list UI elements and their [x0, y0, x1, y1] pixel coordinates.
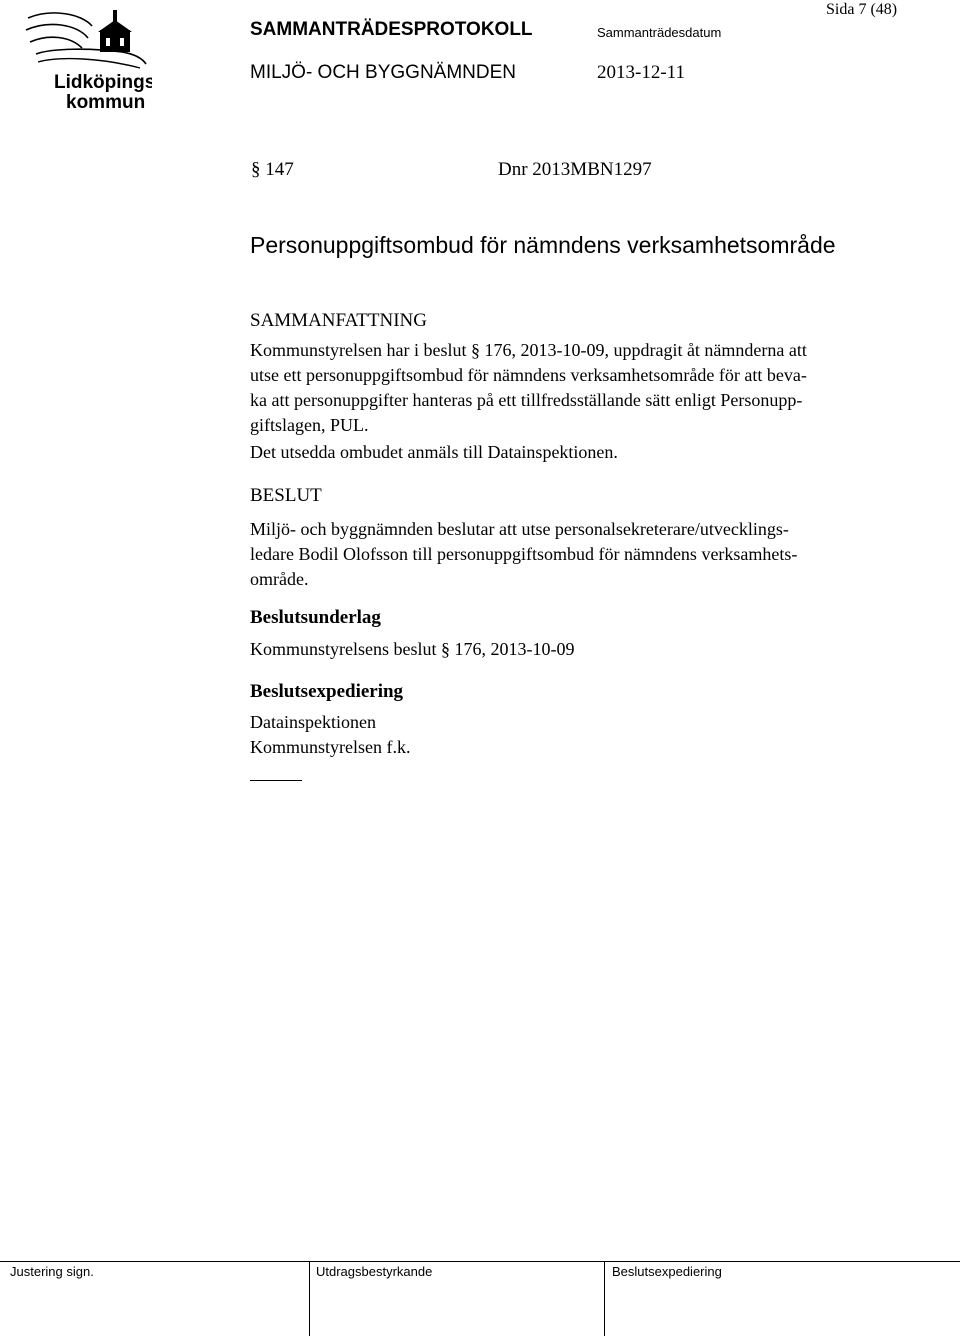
committee-name: MILJÖ- OCH BYGGNÄMNDEN — [250, 62, 517, 83]
basis-line: Kommunstyrelsens beslut § 176, 2013-10-09 — [250, 639, 575, 659]
decision-line: Miljö- och byggnämnden beslutar att utse personalsekreterare/utvecklings- — [250, 519, 789, 539]
dispatch-heading: Beslutsexpediering — [250, 681, 404, 702]
summary-heading: SAMMANFATTNING — [250, 310, 427, 331]
summary-paragraph — [250, 338, 807, 438]
decision-line: område. — [250, 569, 309, 589]
footer-column-divider — [604, 1262, 605, 1336]
footer-divider — [0, 1261, 960, 1262]
summary-line: ka att personuppgifter hanteras på ett tillfredsställande sätt enligt Personupp- — [250, 390, 803, 410]
logo-text-line1: Lidköpings — [54, 72, 152, 93]
page-number: Sida 7 (48) — [826, 1, 898, 18]
basis-heading: Beslutsunderlag — [250, 607, 381, 628]
logo-text-line2: kommun — [66, 92, 146, 112]
decision-line: ledare Bodil Olofsson till personuppgiftsombud för nämndens verksamhets- — [250, 544, 798, 564]
dispatch-recipient: Datainspektionen — [250, 712, 376, 732]
summary-line: giftslagen, PUL. — [250, 415, 369, 435]
protocol-title: SAMMANTRÄDESPROTOKOLL — [250, 19, 533, 40]
dispatch-list — [250, 710, 410, 760]
footer-utdragsbestyrkande-label: Utdragsbestyrkande — [316, 1264, 433, 1279]
meeting-date: 2013-12-11 — [597, 62, 685, 83]
summary-notice — [250, 440, 618, 465]
basis-paragraph — [250, 637, 574, 662]
case-number: § 147 — [251, 159, 294, 180]
dispatch-recipient: Kommunstyrelsen f.k. — [250, 737, 411, 757]
summary-line: utse ett personuppgiftsombud för nämndens verksamhetsområde för att beva- — [250, 365, 807, 385]
decision-heading: BESLUT — [250, 485, 322, 506]
case-dnr: Dnr 2013MBN1297 — [498, 159, 652, 180]
end-rule — [250, 780, 302, 781]
lidkoping-kommun-logo — [22, 8, 152, 112]
footer-beslutsexpediering-label: Beslutsexpediering — [612, 1264, 722, 1279]
footer-column-divider — [309, 1262, 310, 1336]
document-title: Personuppgiftsombud för nämndens verksamhetsområde — [250, 232, 836, 258]
meeting-date-label: Sammanträdesdatum — [597, 25, 722, 40]
footer-justering-label: Justering sign. — [10, 1264, 94, 1279]
summary-notice-line: Det utsedda ombudet anmäls till Datainspektionen. — [250, 442, 618, 462]
summary-line: Kommunstyrelsen har i beslut § 176, 2013-10-09, uppdragit åt nämnderna att — [250, 340, 807, 360]
decision-paragraph — [250, 517, 797, 592]
